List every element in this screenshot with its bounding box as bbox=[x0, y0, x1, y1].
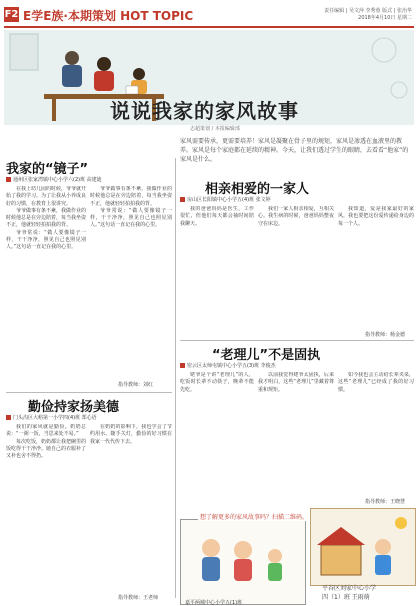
paragraph: 姥爷是个讲“老理儿”的人，吃饭时长辈不动筷子，晚辈不能先吃。 bbox=[180, 372, 254, 393]
child-drawing-art bbox=[311, 509, 415, 585]
paragraph: 我的爸爸妈妈是医生，工作很忙，但他们每天都会抽时间陪我聊天。 bbox=[180, 206, 254, 227]
paragraph: 爷爷常说：“做人要像镜子一样，干干净净，照见自己也照见别人。”这句话一直记在我的心里。 bbox=[6, 229, 86, 251]
school-name: 门头沟区大峪第一小学四(4)班 郑心语 bbox=[13, 415, 97, 421]
intro-text: 家风需要传承，更需要培养！家风是凝聚在骨子里的规矩，家风是渗透在血液里的教养。家风是每个家庭都在延续的精神。今天，让我们透过学生的眼睛，去看看“他家”的家风是什么。 bbox=[180, 138, 409, 163]
paragraph: 我们的家风就是勤俭。奶奶总说：“一粥一饭，当思来处不易。” bbox=[6, 424, 86, 438]
article-body bbox=[6, 424, 86, 600]
paragraph: 在我上幼儿园的时候，爷爷就开始了我的学习。为了让我从小养成良好的习惯，在教育上很讲究。 bbox=[6, 186, 86, 207]
paragraph: 每次吃饭，奶奶都让我把碗里的饭吃得干干净净。她自己的衣服补了又补也舍不得扔。 bbox=[6, 438, 86, 460]
section-title: E学E族·本期策划 HOT TOPIC bbox=[23, 9, 194, 23]
paragraph: 在奶奶的影响下，我也学会了节约用水、随手关灯，勤俭的好习惯在我家一代代传下去。 bbox=[90, 424, 172, 445]
article-body bbox=[6, 186, 86, 386]
bullet-icon bbox=[180, 363, 185, 368]
article-title-old-rules: “老理儿”不是固执 bbox=[212, 348, 321, 363]
article-teacher: 指导教师：刘红 bbox=[118, 382, 154, 388]
frame-heading: 想了解更多的家风故事吗？扫描二维码。 bbox=[200, 514, 309, 521]
article-school bbox=[180, 362, 276, 369]
family-portrait-drawing bbox=[181, 520, 305, 598]
paragraph: 我知道，爱是我家最好的家风，我也要把这份爱传递给身边的每一个人。 bbox=[338, 206, 414, 227]
school-name: 密云区太师屯镇中心小学五(3)班 李俊杰 bbox=[187, 363, 276, 369]
paragraph: 以前我觉得姥爷太固执，后来我才明白，这些“老理儿”里藏着尊重和规矩。 bbox=[258, 372, 334, 393]
divider bbox=[6, 392, 172, 393]
paragraph: 爷爷做事有条不紊，我做作业的时候他总是在旁边陪着，每当我坐姿不正，他就轻轻拍拍我的背。 bbox=[90, 186, 172, 207]
paragraph: 如今我也会主动给长辈夹菜，这些“老理儿”已经成了我的好习惯。 bbox=[338, 372, 414, 393]
page-meta bbox=[324, 8, 412, 22]
page-header bbox=[4, 6, 414, 28]
school-name: 房山区长阳镇中心小学五(4)班 张文婷 bbox=[187, 197, 271, 203]
meta-date: 2018年4月10日 星期二 bbox=[358, 15, 412, 21]
article-body bbox=[258, 206, 334, 336]
article-school bbox=[180, 196, 271, 203]
caption-student: 四（1）班 王雨萌 bbox=[322, 594, 370, 601]
school-name: 通州区张家湾镇中心小学六(2)班 高建迪 bbox=[13, 177, 102, 183]
page-number: F2 bbox=[4, 9, 19, 20]
article-body bbox=[180, 372, 254, 506]
paragraph: 爷爷常说：“做人要像镜子一样，干干净净，照见自己也照见别人。”这句话一直记在我的心里。 bbox=[90, 207, 172, 229]
artwork-frame bbox=[180, 519, 306, 605]
paragraph: 爷爷做事有条不紊，我做作业的时候他总是在旁边陪着，每当我坐姿不正，他就轻轻拍拍我的背。 bbox=[6, 207, 86, 229]
column-divider bbox=[175, 158, 176, 598]
caption-school: 平谷区刘家中心小学 bbox=[322, 585, 377, 592]
child-drawing bbox=[310, 508, 416, 586]
article-school bbox=[6, 176, 102, 183]
article-school bbox=[6, 414, 97, 421]
frame-footer: 嘉平两城中心小学五(1)班 bbox=[185, 600, 243, 606]
bullet-icon bbox=[6, 177, 11, 182]
article-teacher: 指导教师：王晓慧 bbox=[365, 499, 406, 505]
article-body-continued bbox=[90, 424, 172, 590]
article-title-thrift: 勤俭持家扬美德 bbox=[28, 400, 120, 415]
article-teacher: 指导教师：王老师 bbox=[118, 595, 159, 601]
article-title-mirror: 我家的“镜子” bbox=[6, 162, 89, 177]
article-body bbox=[180, 206, 254, 336]
divider bbox=[180, 340, 414, 341]
article-body-continued bbox=[90, 186, 172, 381]
bullet-icon bbox=[6, 415, 11, 420]
article-body bbox=[258, 372, 334, 506]
article-title-family: 相亲相爱的一家人 bbox=[205, 182, 310, 197]
paragraph: 我们一家人相亲相爱，互相关心。我生病的时候，爸爸妈妈整夜守在床边。 bbox=[258, 206, 334, 227]
article-body bbox=[338, 206, 414, 330]
article-teacher: 指导教师：杨金德 bbox=[365, 332, 406, 338]
byline: 志超策划 / 本报编辑部 bbox=[190, 126, 240, 132]
meta-editors: 责任编辑 | 吴文萍 李秀蓉 版式 | 张治华 bbox=[324, 8, 412, 14]
drawing-caption bbox=[322, 584, 376, 602]
article-body bbox=[338, 372, 414, 496]
bullet-icon bbox=[180, 197, 185, 202]
page-title: 说说我家的家风故事 bbox=[110, 99, 299, 123]
